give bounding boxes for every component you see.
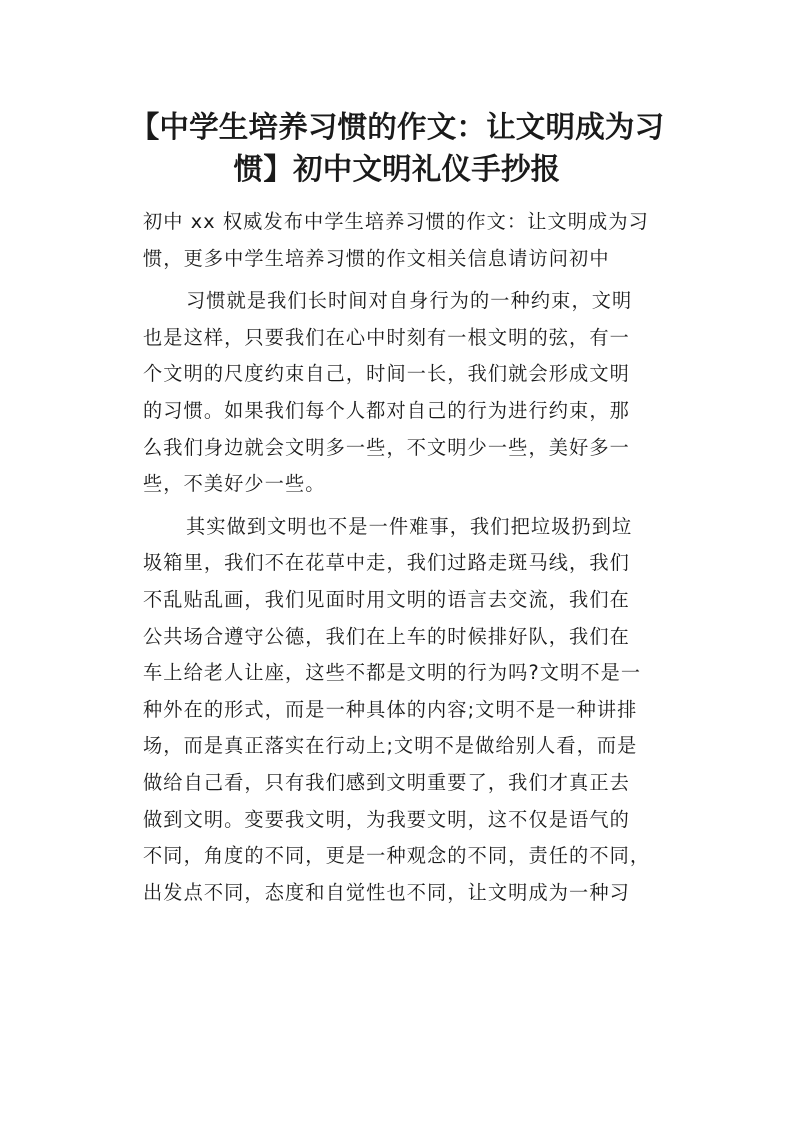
text-line: 圾箱里，我们不在花草中走，我们过路走斑马线，我们 [143,551,630,575]
document-title [100,106,694,190]
text-line: 个文明的尺度约束自己，时间一长，我们就会形成文明 [143,362,630,386]
text-line: 车上给老人让座，这些不都是文明的行为吗?文明不是一 [143,661,642,685]
text-line: 种外在的形式，而是一种具体的内容;文明不是一种讲排 [143,697,638,721]
text-line: 么我们身边就会文明多一些，不文明少一些，美好多一 [143,435,630,459]
text-line: 场，而是真正落实在行动上;文明不是做给别人看，而是 [143,734,638,758]
text-line: 其实做到文明也不是一件难事，我们把垃圾扔到垃 [186,514,633,538]
text-line: 些，不美好少一些。 [143,472,326,496]
body-paragraph-habit [143,283,683,503]
text-line: 不乱贴乱画，我们见面时用文明的语言去交流，我们在 [143,587,630,611]
title-line: 惯】初中文明礼仪手抄报 [233,151,561,186]
text-line: 也是这样，只要我们在心中时刻有一根文明的弦，有一 [143,325,630,349]
text-line: 初中 xx 权威发布中学生培养习惯的作文：让文明成为习 [143,210,649,233]
text-line: 惯，更多中学生培养习惯的作文相关信息请访问初中 [143,246,610,270]
document-body [143,204,683,911]
intro-paragraph [143,204,683,277]
text-line: 做给自己看，只有我们感到文明重要了，我们才真正去 [143,770,630,794]
text-line: 的习惯。如果我们每个人都对自己的行为进行约束，那 [143,398,630,422]
text-line: 不同，角度的不同，更是一种观念的不同，责任的不同， [143,844,651,868]
text-line: 做到文明。变要我文明，为我要文明，这不仅是语气的 [143,807,630,831]
title-line: 【中学生培养习惯的作文：让文明成为习 [129,109,665,144]
text-line: 公共场合遵守公德，我们在上车的时候排好队，我们在 [143,624,630,648]
text-line: 习惯就是我们长时间对自身行为的一种约束，文明 [186,289,633,313]
body-paragraph-civility [143,509,683,912]
text-line: 出发点不同，态度和自觉性也不同，让文明成为一种习 [143,880,630,904]
